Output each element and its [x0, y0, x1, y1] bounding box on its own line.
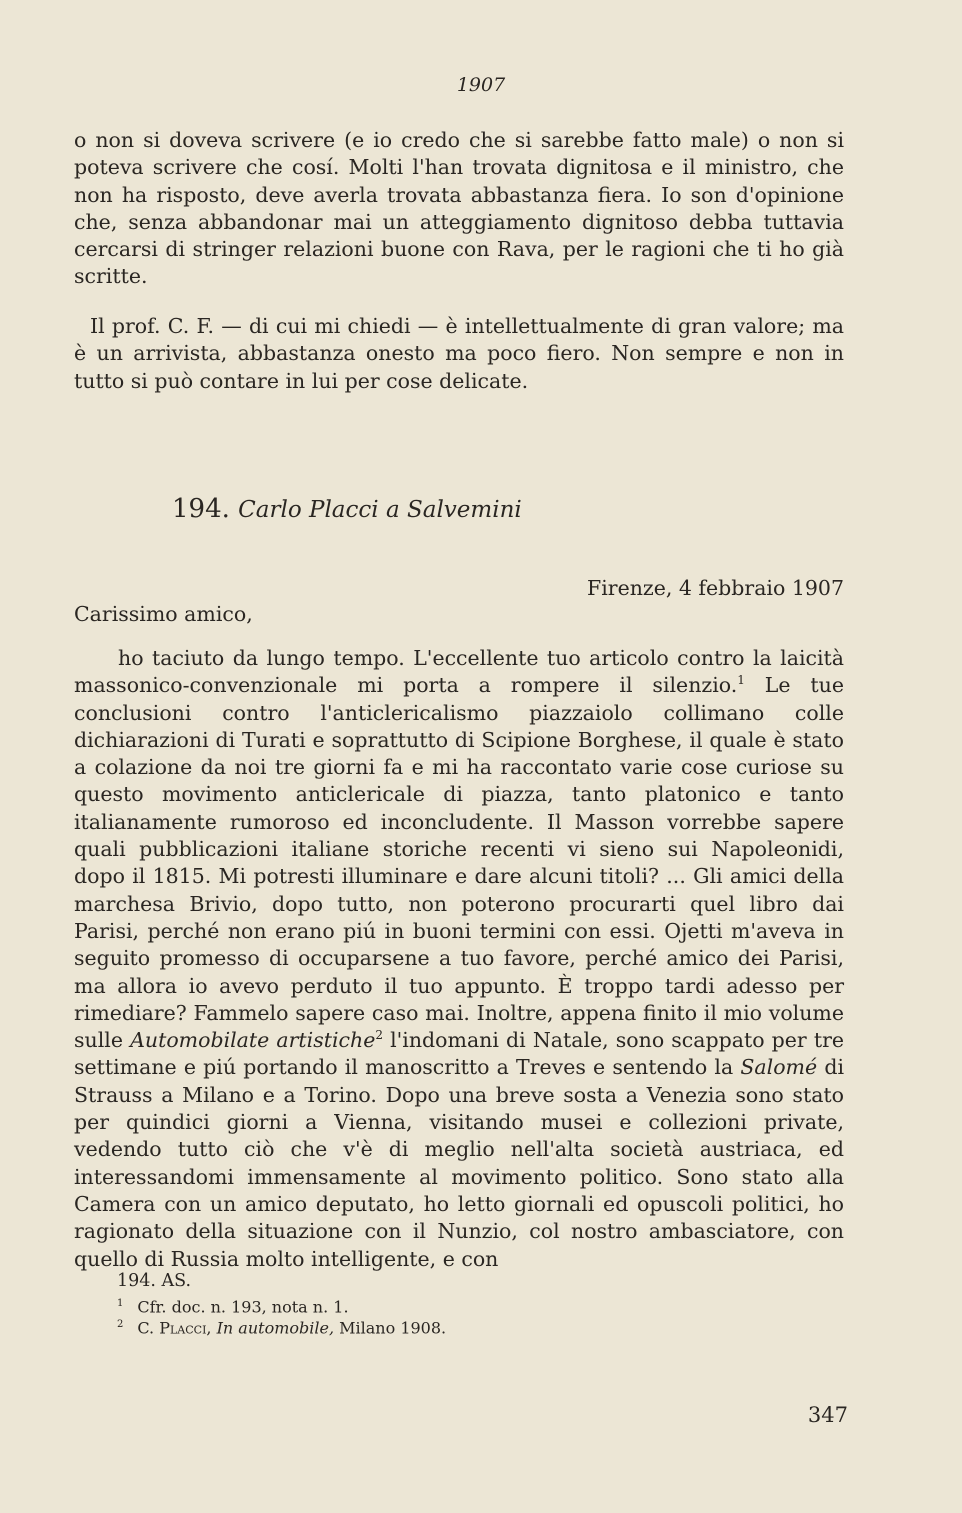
- running-head-year: 1907: [456, 74, 506, 96]
- letter-body-part-a: ho taciuto da lungo tempo. L'eccellente tuo articolo contro la laicità massonico-convenzionale mi porta a rompere il silenzio.: [74, 646, 844, 698]
- letter-heading: [172, 494, 522, 524]
- footnotes: [117, 1271, 817, 1338]
- letter-dateline: Firenze, 4 febbraio 1907: [586, 576, 844, 600]
- letter-body-part-b: Le tue conclusioni contro l'anticlericalismo piazzaiolo collimano colle dichiarazioni di Turati e soprattutto di Scipione Borghese, il quale è stato a colazione da noi tre giorni fa e mi ha raccontato varie cose curiose su questo movimento anticlericale di piazza, tanto platonico e tanto italianamente rumoroso ed inconcludente. Il Masson vorrebbe sapere quali pubblicazioni italiane storiche recenti vi sieno sui Napoleonidi, dopo il 1815. Mi potresti illuminare e dare alcuni titoli? ... Gli amici della marchesa Brivio, dopo tutto, non poterono procurarti quel libro dai Parisi, perché non erano piú in buoni termini con essi. Ojetti m'aveva in seguito promesso di occuparsene a tuo favore, perché amico dei Parisi, ma allora io avevo perduto il tuo appunto. È troppo tardi adesso per rimediare? Fammelo sapere caso mai. Inoltre, appena finito il mio volume sulle: [74, 673, 844, 1053]
- letter-body: [74, 645, 844, 1273]
- footnote-1-text: Cfr. doc. n. 193, nota n. 1.: [137, 1297, 349, 1317]
- page-number: 347: [807, 1403, 848, 1427]
- footnote-source: 194. AS.: [117, 1271, 192, 1291]
- letter-body-part-c: l'indomani di Natale, sono scappato per tre settimane e piú portando il manoscritto a Treves e sentendo la: [74, 1028, 844, 1080]
- previous-letter-paragraph-2: Il prof. C. F. — di cui mi chiedi — è intellettualmente di gran valore; ma è un arrivista, abbastanza onesto ma poco fiero. Non sempre e non in tutto si può contare in lui per cose delicate.: [74, 314, 844, 393]
- footnote-2-title: In automobile,: [216, 1318, 335, 1338]
- footnote-2-rest: Milano 1908.: [334, 1318, 447, 1338]
- footnote-1-number: 1: [117, 1298, 124, 1309]
- letter-title: Carlo Placci a Salvemini: [238, 497, 522, 523]
- footnote-2-number: 2: [117, 1319, 124, 1331]
- footnote-2: [117, 1316, 817, 1337]
- footnote-1: [117, 1295, 817, 1316]
- letter-salutation: Carissimo amico,: [74, 602, 253, 626]
- letter-body-part-d: di Strauss a Milano e a Torino. Dopo una breve sosta a Venezia sono stato per quindici giorni a Vienna, visitando musei e collezioni private, vedendo tutto ciò che v'è di meglio nell'alta società austriaca, ed interessandomi immensamente al movimento politico. Sono stato alla Camera con un amico deputato, ho letto giornali ed opuscoli politici, ho ragionato della situazione con il Nunzio, col nostro ambasciatore, con quello di Russia molto intelligente, e con: [74, 1055, 844, 1271]
- footnote-ref-1: 1: [737, 673, 745, 688]
- letter-number: 194.: [172, 494, 230, 524]
- opera-title-salome: Salomé: [740, 1055, 818, 1080]
- previous-letter-paragraph-1: o non si doveva scrivere (e io credo che si sarebbe fatto male) o non si poteva scrivere che cosí. Molti l'han trovata dignitosa e il ministro, che non ha risposto, deve averla trovata abbastanza fiera. Io son d'opinione che, senza abbandonar mai un atteggiamento dignitoso debba tuttavia cercarsi di stringer relazioni buone con Rava, per le ragioni che ti ho già scritte.: [74, 128, 844, 289]
- footnote-ref-2: 2: [375, 1028, 383, 1043]
- footnote-2-author: C. Placci,: [137, 1318, 212, 1338]
- book-title-automobilate: Automobilate artistiche: [130, 1028, 376, 1053]
